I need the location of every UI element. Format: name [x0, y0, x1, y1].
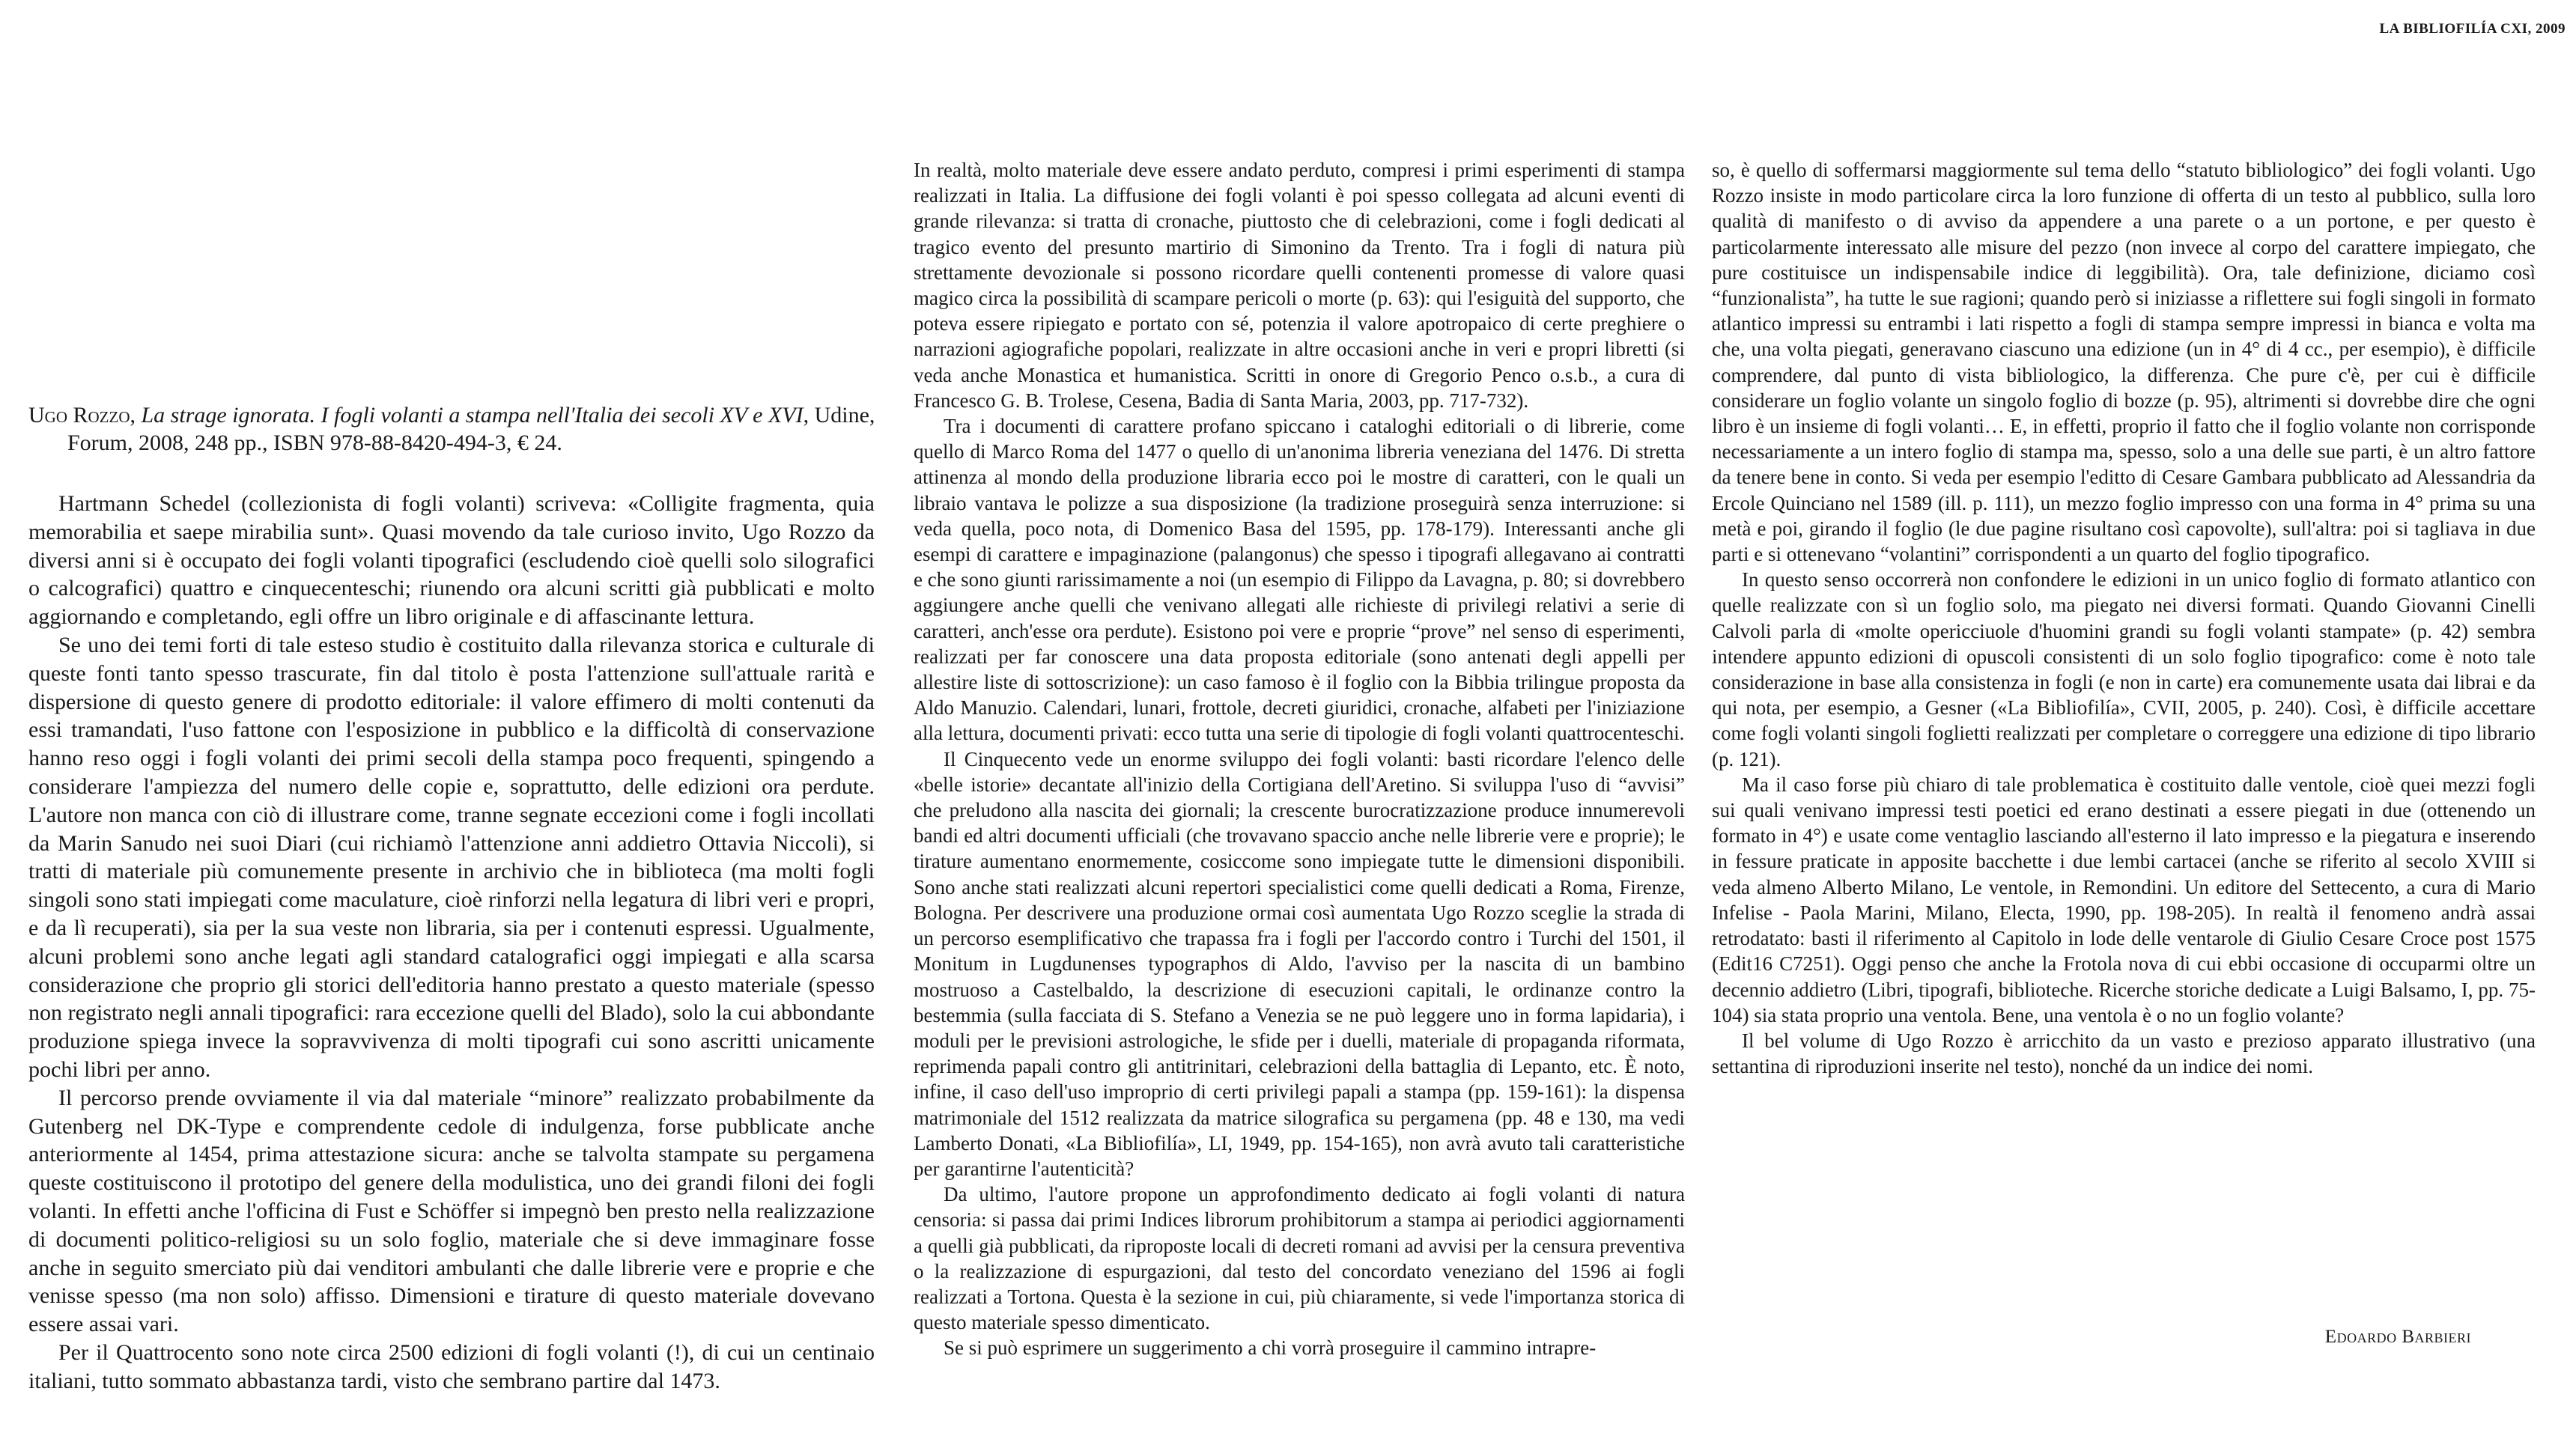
column-1: [28, 401, 875, 1396]
paragraph: Da ultimo, l'autore propone un approfondimento dedicato ai fogli volanti di natura censoria: si passa dai primi Indices librorum prohibitorum a stampa ai periodici aggiornamenti a quelli già pubblicati, da riproposte locali di decreti romani ad avvisi per la censura preventiva o la realizzazione di espurgazioni, dal testo del concordato veneziano del 1596 ai fogli realizzati a Tortona. Questa è la sezione in cui, più chiaramente, si vede l'importanza storica di questo materiale spesso dimenticato.: [914, 1183, 1685, 1334]
column-3: [1712, 157, 2536, 1079]
paragraph: Per il Quattrocento sono note circa 2500 edizioni di fogli volanti (!), di cui un centinaio italiani, tutto sommato abbastanza tardi, visto che sembrano partire dal 1473.: [28, 1339, 875, 1393]
bibliographic-entry: Ugo Rozzo, La strage ignorata. I fogli volanti a stampa nell'Italia dei secoli XV e XVI, Udine, Forum, 2008, 248 pp., ISBN 978-88-8420-494-3, € 24.: [28, 403, 875, 455]
paragraph: Ma il caso forse più chiaro di tale problematica è costituito dalle ventole, cioè quei mezzi fogli sui quali venivano impressi testi poetici ed erano destinati a essere piegati in due (ottenendo un formato in 4°) e usate come ventaglio lasciando all'esterno il lato impresso e la piegatura e inserendo in fessure praticate in apposite bacchette i due lembi cartacei (anche se riferito al secolo XVIII si veda almeno Alberto Milano, Le ventole, in Remondini. Un editore del Settecento, a cura di Mario Infelise - Paola Marini, Milano, Electa, 1990, pp. 198-205). In realtà il fenomeno andrà assai retrodatato: basti il riferimento al Capitolo in lode delle ventarole di Giulio Cesare Croce post 1575 (Edit16 C7251). Oggi penso che anche la Frotola nova di cui ebbi occasione di occuparmi oltre un decennio addietro (Libri, tipografi, biblioteche. Ricerche storiche dedicate a Luigi Balsamo, I, pp. 75-104) sia stata proprio una ventola. Bene, una ventola è o no un foglio volante?: [1712, 773, 2536, 1026]
paragraph: In questo senso occorrerà non confondere le edizioni in un unico foglio di formato atlantico con quelle realizzate con sì un foglio solo, ma piegato nei diversi formati. Quando Giovanni Cinelli Calvoli parla di «molte opericciuole d'huomini grandi su fogli volanti stampate» (p. 42) sembra intendere appunto edizioni di opuscoli consistenti di un solo foglio tipografico: come è noto tale considerazione in base alla consistenza in fogli (e non in carte) era comunemente usata dai librai e da qui nota, per esempio, a Gesner («La Bibliofilía», CVII, 2005, p. 240). Così, è difficile accettare come fogli volanti singoli foglietti realizzati per completare o correggere una edizione di tipo librario (p. 121).: [1712, 568, 2536, 770]
review-book-author: Ugo Rozzo: [28, 403, 130, 428]
column-2: [914, 157, 1685, 1361]
paragraph: Tra i documenti di carattere profano spiccano i cataloghi editoriali o di librerie, come quello di Marco Roma del 1477 o quello di un'anonima libreria veneziana del 1476. Di stretta attinenza al mondo della produzione libraria ecco poi le mostre di caratteri, con le quali un libraio vantava le polizze a sua disposizione (la tradizione proseguirà senza interruzione: si veda quella, poco nota, di Domenico Basa del 1595, pp. 178-179). Interessanti anche gli esempi di carattere e impaginazione (palangonus) che spesso i tipografi allegavano ai contratti e che sono giunti rarissimamente a noi (un esempio di Filippo da Lavagna, p. 80; si dovrebbero aggiungere anche quelli che venivano allegati alle richieste di privilegi relativi a serie di caratteri, anch'esse ora perdute). Esistono poi vere e proprie “prove” nel senso di esperimenti, realizzati per far conoscere una data proposta editoriale (sono antenati degli appelli per allestire liste di sottoscrizione): un caso famoso è il foglio con la Bibbia trilingue proposta da Aldo Manuzio. Calendari, lunari, frottole, decreti giuridici, cronache, alfabeti per l'iniziazione alla lettura, documenti privati: ecco tutta una serie di tipologie di fogli volanti quattrocenteschi.: [914, 415, 1685, 745]
running-header: LA BIBLIOFILÍA CXI, 2009: [2379, 21, 2566, 37]
paragraph: Se uno dei temi forti di tale esteso studio è costituito dalla rilevanza storica e culturale di queste fonti tanto spesso trascurate, fin dal titolo è posta l'attenzione sull'attuale rarità e dispersione di questo genere di prodotto editoriale: il valore effimero di molti contenuti da essi tramandati, l'uso fattone con l'esposizione in pubblico e la difficoltà di conservazione hanno reso oggi i fogli volanti dei primi secoli della stampa poco frequenti, spingendo a considerare l'ampiezza del numero delle copie e, soprattutto, delle edizioni ora perdute. L'autore non manca con ciò di illustrare come, tranne segnate eccezioni come i fogli incollati da Marin Sanudo nei suoi Diari (cui richiamò l'attenzione anni addietro Ottavia Niccoli), si tratti di materiale più comunemente presente in archivio che in biblioteca (ma molti fogli singoli sono stati impiegati come maculature, cioè rinforzi nella legatura di libri veri e propri, e da lì recuperati), sia per la sua veste non libraria, sia per i contenuti espressi. Ugualmente, alcuni problemi sono anche legati agli standard catalografici oggi impiegati e alla scarsa considerazione che proprio gli storici dell'editoria hanno prestato a questo materiale (spesso non registrato negli annali tipografici: rara eccezione quelli del Blado), solo la cui abbondante produzione spiega invece la sopravvivenza di molti tipografi cui sono ascritti unicamente pochi libri per anno.: [28, 632, 875, 1082]
paragraph: so, è quello di soffermarsi maggiormente sul tema dello “statuto bibliologico” dei fogli volanti. Ugo Rozzo insiste in modo particolare circa la loro funzione di offerta di un testo al pubblico, sulla loro qualità di manifesto o di avviso da appendere a una parete o a un portone, e per questo è particolarmente interessato alle misure del pezzo (non invece al corpo del carattere impiegato, che pure costituisce un indispensabile indice di leggibilità). Ora, tale definizione, diciamo così “funzionalista”, ha tutte le sue ragioni; quando però si iniziasse a riflettere sui fogli singoli in formato atlantico impressi su entrambi i lati rispetto a fogli di stampa sempre impressi in bianca e volta ma che, una volta piegati, generavano ciascuno una edizione (un in 4° di 4 cc., per esempio), è difficile comprendere, dal punto di vista bibliologico, la differenza. Che pure c'è, per cui è difficile considerare un foglio volante un singolo foglio di bozze (p. 95), altrimenti si dovrebbe dire che ogni libro è un insieme di fogli volanti… E, in effetti, proprio il fatto che il foglio volante non corrisponde necessariamente a un intero foglio di stampa ma, spesso, solo a una delle sue parti, è un altro fattore da tenere bene in conto. Si veda per esempio l'editto di Cesare Gambara pubblicato ad Alessandria da Ercole Quinciano nel 1589 (ill. p. 111), un mezzo foglio impresso con una forma in 4° prima su una metà e poi, girando il foglio (le due pagine risultano così capovolte), sull'altra: poi si tagliava in due parti e si ottenevano “volantini” corrispondenti a un quarto del foglio tipografico.: [1712, 159, 2536, 566]
paragraph: Il Cinquecento vede un enorme sviluppo dei fogli volanti: basti ricordare l'elenco delle «belle istorie» decantate all'inizio della Cortigiana dell'Aretino. Si sviluppa l'uso di “avvisi” che preludono alla nascita dei giornali; la crescente burocratizzazione produce innumerevoli bandi ed altri documenti ufficiali (che trovavano spaccio anche nelle librerie vere e proprie); le tirature aumentano enormemente, cosiccome sono impiegate tutte le dimensioni disponibili. Sono anche stati realizzati alcuni repertori specialistici come quelli dedicati a Roma, Firenze, Bologna. Per descrivere una produzione ormai così aumentata Ugo Rozzo sceglie la strada di un percorso esemplificativo che trapassa fra i fogli per l'accordo contro i Turchi del 1501, il Monitum in Lugdunenses typographos di Aldo, l'avviso per la nascita di un bambino mostruoso a Castelbaldo, la descrizione di esecuzioni capitali, le ordinanze contro la bestemmia (sulla facciata di S. Stefano a Venezia se ne può leggere uno in forma lapidaria), i moduli per le previsioni astrologiche, le sfide per i duelli, materiale di propaganda riformata, reprimenda papali contro gli antitrinitari, celebrazioni della battaglia di Lepanto, etc. È noto, infine, il caso dell'uso improprio di certi privilegi papali a stampa (pp. 159-161): la dispensa matrimoniale del 1512 realizzata da matrice silografica su pergamena (pp. 48 e 130, ma vedi Lamberto Donati, «La Bibliofilía», LI, 1949, pp. 154-165), non avrà avuto tali caratteristiche per garantirne l'autenticità?: [914, 747, 1685, 1180]
paragraph: Il percorso prende ovviamente il via dal materiale “minore” realizzato probabilmente da Gutenberg nel DK-Type e comprendente cedole di indulgenza, forse pubblicate anche anteriormente al 1454, prima attestazione sicura: anche se talvolta stampate su pergamena queste costituiscono il prototipo del genere della modulistica, uno dei grandi filoni dei fogli volanti. In effetti anche l'officina di Fust e Schöffer si impegnò ben presto nella realizzazione di documenti politico-religiosi su un solo foglio, materiale che si deve immaginare fosse anche in seguito smerciato più dai venditori ambulanti che dalle librerie vere e proprie e che venisse spesso (ma non solo) affisso. Dimensioni e tirature di questo materiale dovevano essere assai vari.: [28, 1085, 875, 1337]
paragraph: Il bel volume di Ugo Rozzo è arricchito da un vasto e prezioso apparato illustrativo (una settantina di riproduzioni inserite nel testo), nonché da un indice dei nomi.: [1712, 1029, 2536, 1078]
review-book-title: La strage ignorata. I fogli volanti a stampa nell'Italia dei secoli XV e XVI: [141, 403, 804, 428]
paragraph: Hartmann Schedel (collezionista di fogli volanti) scriveva: «Colligite fragmenta, quia memorabilia et saepe mirabilia sunt». Quasi movendo da tale curioso invito, Ugo Rozzo da diversi anni si è occupato dei fogli volanti tipografici (escludendo cioè quelli solo silografici o calcografici) quattro e cinquecenteschi; riunendo ora alcuni scritti già pubblicati e molto aggiornando e completando, egli offre un libro originale e di affascinante lettura.: [28, 491, 875, 630]
paragraph: In realtà, molto materiale deve essere andato perduto, compresi i primi esperimenti di stampa realizzati in Italia. La diffusione dei fogli volanti è poi spesso collegata ad alcuni eventi di grande rilevanza: si tratta di cronache, piuttosto che di celebrazioni, come i fogli dedicati al tragico evento del presunto martirio di Simonino da Trento. Tra i fogli di natura più strettamente devozionale si possono ricordare quelli contenenti promesse di valore quasi magico circa la possibilità di scampare pericoli o morte (p. 63): qui l'esiguità del supporto, che poteva essere ripiegato e portato con sé, potenzia il valore apotropaico di certe preghiere o narrazioni agiografiche popolari, realizzate in altre occasioni anche in veri e propri libretti (si veda anche Monastica et humanistica. Scritti in onore di Gregorio Penco o.s.b., a cura di Francesco G. B. Trolese, Cesena, Badia di Santa Maria, 2003, pp. 717-732).: [914, 159, 1685, 412]
review-book-details: , Udine, Forum, 2008, 248 pp., ISBN 978-88-8420-494-3, € 24.: [67, 403, 875, 455]
reviewer-signature: Edoardo Barbieri: [2324, 1327, 2471, 1347]
paragraph: Se si può esprimere un suggerimento a chi vorrà proseguire il cammino intrapre-: [944, 1336, 1597, 1360]
